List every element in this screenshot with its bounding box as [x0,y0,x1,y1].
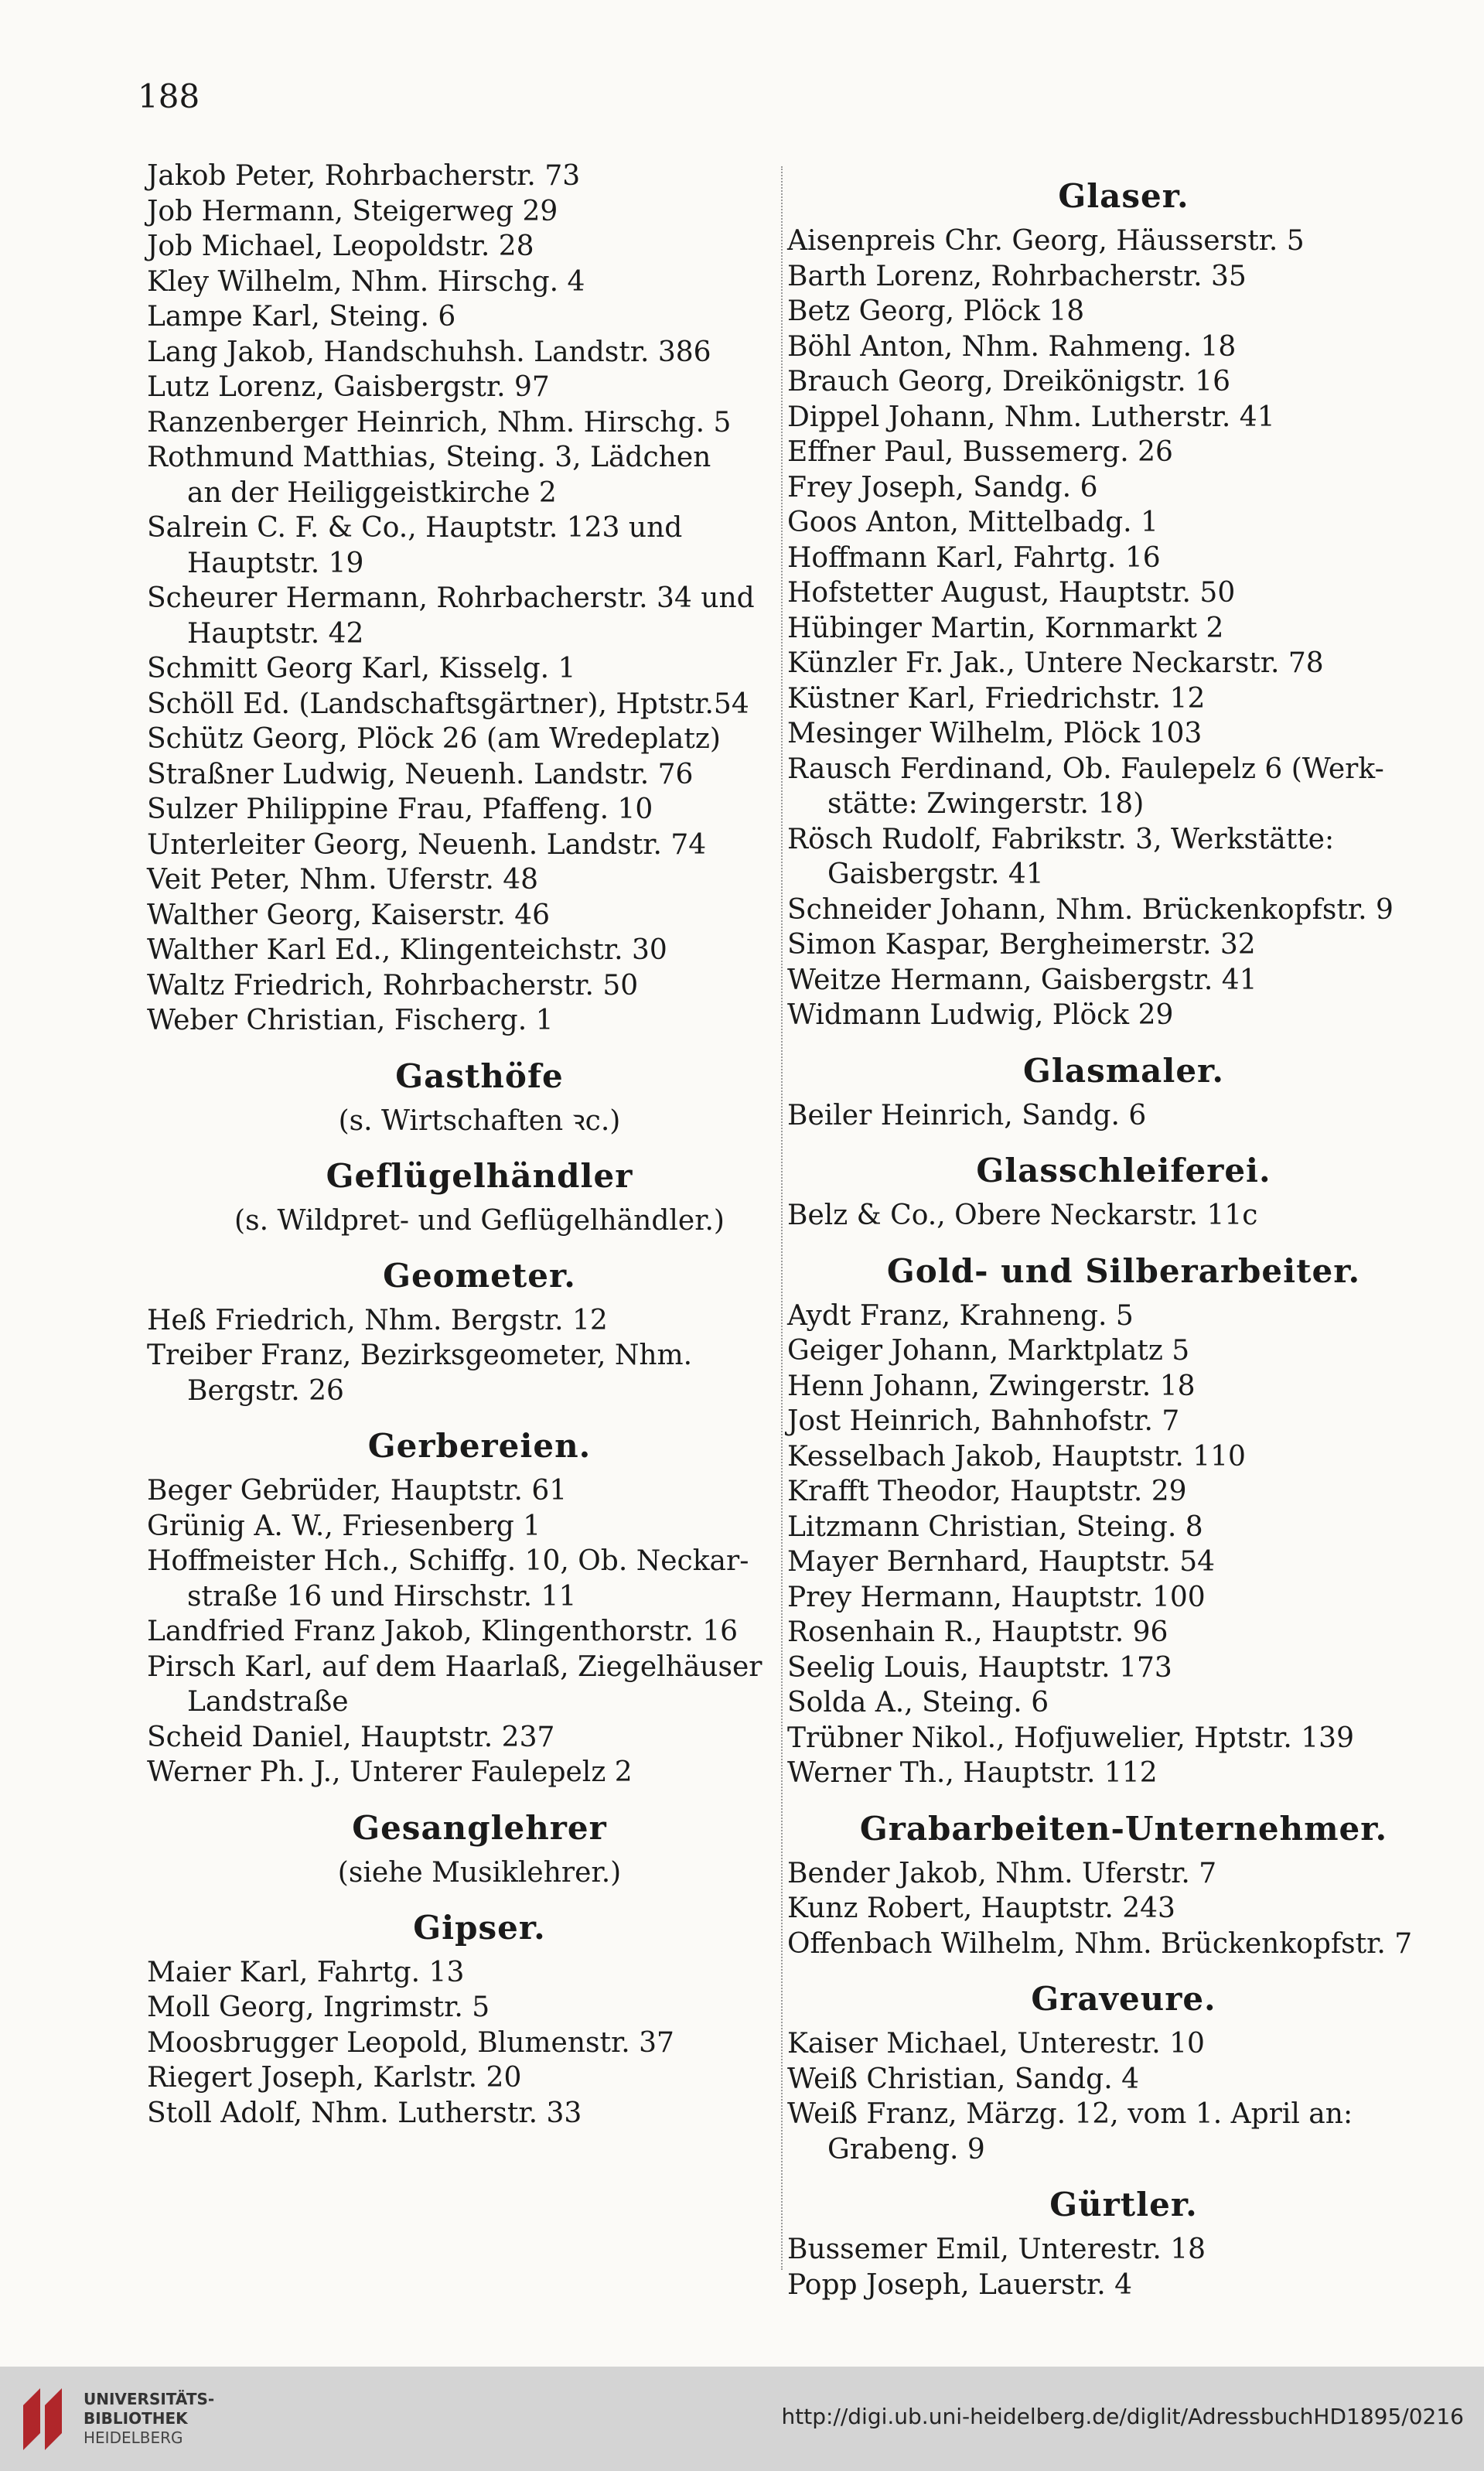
directory-entry: Bender Jakob, Nhm. Uferstr. 7 [787,1857,1217,1889]
directory-entry: Lang Jakob, Handschuhsh. Landstr. 386 [147,336,711,368]
section-heading: Geflügelhändler [326,1156,633,1195]
section-heading: Gipser. [413,1908,546,1947]
directory-entry: Jost Heinrich, Bahnhofstr. 7 [787,1405,1180,1437]
directory-entry: Belz & Co., Obere Neckarstr. 11c [787,1200,1258,1231]
section-heading: Glaser. [1058,177,1189,215]
logo-line-3: HEIDELBERG [84,2428,183,2447]
directory-entry: Lutz Lorenz, Gaisbergstr. 97 [147,371,550,403]
directory-entry: Brauch Georg, Dreikönigstr. 16 [787,366,1230,398]
directory-entry: Werner Ph. J., Unterer Faulepelz 2 [147,1756,633,1788]
directory-entry: Landfried Franz Jakob, Klingenthorstr. 16 [147,1616,739,1647]
directory-entry: Walther Karl Ed., Klingenteichstr. 30 [147,934,667,966]
directory-entry: Rothmund Matthias, Steing. 3, Lädchen [147,442,711,473]
section-heading: Glasschleiferei. [976,1152,1271,1189]
logo-line-1: UNIVERSITÄTS- [84,2390,215,2408]
section-heading: Grabarbeiten-Unternehmer. [859,1809,1388,1848]
directory-entry-continuation: Gaisbergstr. 41 [827,858,1044,890]
directory-entry: Betz Georg, Plöck 18 [787,295,1085,327]
directory-entry: Werner Th., Hauptstr. 112 [787,1757,1158,1789]
section-heading: Geometer. [383,1256,576,1295]
directory-entry: Lampe Karl, Steing. 6 [147,301,456,333]
directory-entry: Weiß Christian, Sandg. 4 [787,2063,1140,2095]
section-heading: Glasmaler. [1023,1051,1224,1090]
directory-entry: Kaiser Michael, Unterestr. 10 [787,2028,1205,2060]
cross-reference-note: (siehe Musiklehrer.) [337,1856,622,1889]
directory-entry: Frey Joseph, Sandg. 6 [787,471,1098,503]
directory-entry: Offenbach Wilhelm, Nhm. Brückenkopfstr. 7 [787,1927,1413,1960]
directory-entry-continuation: stätte: Zwingerstr. 18) [827,788,1145,820]
directory-entry: Simon Kaspar, Bergheimerstr. 32 [787,929,1256,961]
directory-entry-continuation: Hauptstr. 19 [187,547,364,579]
page-number: 188 [138,77,200,115]
directory-entry: Sulzer Philippine Frau, Pfaffeng. 10 [147,794,653,825]
source-url-link[interactable]: http://digi.ub.uni-heidelberg.de/diglit/AdressbuchHD1895/0216 [781,2404,1464,2429]
directory-entry: Krafft Theodor, Hauptstr. 29 [787,1476,1187,1507]
directory-entry: Scheurer Hermann, Rohrbacherstr. 34 und [147,582,755,614]
directory-entry: Böhl Anton, Nhm. Rahmeng. 18 [787,330,1237,363]
directory-entry: Pirsch Karl, auf dem Haarlaß, Ziegelhäuser [147,1650,762,1683]
section-heading: Gürtler. [1049,2186,1198,2224]
section-heading: Gasthöfe [395,1056,564,1095]
directory-entry: Grünig A. W., Friesenberg 1 [147,1510,541,1542]
directory-entry: Veit Peter, Nhm. Uferstr. 48 [147,864,539,896]
directory-entry: Waltz Friedrich, Rohrbacherstr. 50 [147,969,639,1002]
directory-entry: Kley Wilhelm, Nhm. Hirschg. 4 [147,265,585,298]
directory-entry: Moosbrugger Leopold, Blumenstr. 37 [147,2026,674,2059]
directory-entry: Stoll Adolf, Nhm. Lutherstr. 33 [147,2097,582,2129]
directory-entry: Widmann Ludwig, Plöck 29 [787,999,1174,1031]
directory-entry: Popp Joseph, Lauerstr. 4 [787,2268,1133,2301]
directory-entry: Job Hermann, Steigerweg 29 [147,195,558,227]
directory-entry: Salrein C. F. & Co., Hauptstr. 123 und [147,512,683,544]
directory-entry: Hoffmeister Hch., Schiffg. 10, Ob. Neckar- [147,1545,749,1577]
directory-entry-continuation: an der Heiliggeistkirche 2 [187,476,557,509]
directory-entry-continuation: Landstraße [187,1686,349,1718]
directory-entry: Kesselbach Jakob, Hauptstr. 110 [787,1440,1246,1473]
directory-entry: Weber Christian, Fischerg. 1 [147,1005,554,1036]
section-heading: Gerbereien. [367,1427,592,1465]
directory-entry: Hoffmann Karl, Fahrtg. 16 [787,541,1161,574]
directory-entry: Schmitt Georg Karl, Kisselg. 1 [147,653,576,684]
directory-entry: Treiber Franz, Bezirksgeometer, Nhm. [147,1340,693,1371]
directory-entry: Hofstetter August, Hauptstr. 50 [787,577,1236,609]
directory-entry: Dippel Johann, Nhm. Lutherstr. 41 [787,401,1275,433]
library-logo-text [84,2390,214,2448]
directory-entry: Weiß Franz, Märzg. 12, vom 1. April an: [787,2098,1353,2130]
right-column [787,159,1460,2302]
directory-entry: Geiger Johann, Marktplatz 5 [787,1335,1190,1367]
directory-entry: Ranzenberger Heinrich, Nhm. Hirschg. 5 [147,406,732,439]
directory-entry: Litzmann Christian, Steing. 8 [787,1510,1203,1543]
directory-entry: Unterleiter Georg, Neuenh. Landstr. 74 [147,828,707,861]
directory-entry: Beiler Heinrich, Sandg. 6 [787,1099,1147,1131]
library-logo-icon [17,2382,73,2453]
section-heading: Gold- und Silberarbeiter. [886,1251,1361,1290]
directory-entry: Moll Georg, Ingrimstr. 5 [147,1991,490,2023]
directory-entry: Rosenhain R., Hauptstr. 96 [787,1616,1168,1648]
directory-entry: Walther Georg, Kaiserstr. 46 [147,899,551,931]
directory-entry: Effner Paul, Bussemerg. 26 [787,436,1173,468]
directory-entry: Künzler Fr. Jak., Untere Neckarstr. 78 [787,647,1324,679]
directory-entry: Aydt Franz, Krahneng. 5 [787,1299,1134,1332]
directory-entry: Trübner Nikol., Hofjuwelier, Hptstr. 139 [787,1722,1354,1754]
directory-entry-continuation: straße 16 und Hirschstr. 11 [187,1580,577,1613]
directory-entry: Beger Gebrüder, Hauptstr. 61 [147,1475,568,1507]
directory-entry: Barth Lorenz, Rohrbacherstr. 35 [787,260,1247,292]
directory-entry: Riegert Joseph, Karlstr. 20 [147,2062,522,2094]
directory-entry-continuation: Grabeng. 9 [827,2133,985,2166]
logo-line-2: BIBLIOTHEK [84,2409,188,2428]
column-divider [781,166,783,2270]
directory-entry: Heß Friedrich, Nhm. Bergstr. 12 [147,1304,608,1336]
cross-reference-note: (s. Wirtschaften ꝛc.) [338,1104,621,1137]
directory-entry: Straßner Ludwig, Neuenh. Landstr. 76 [147,758,694,790]
directory-entry: Kunz Robert, Hauptstr. 243 [787,1892,1175,1924]
directory-entry: Prey Hermann, Hauptstr. 100 [787,1581,1206,1613]
directory-entry: Rösch Rudolf, Fabrikstr. 3, Werkstätte: [787,823,1335,855]
directory-entry-continuation: Bergstr. 26 [187,1374,344,1407]
directory-entry: Jakob Peter, Rohrbacherstr. 73 [147,160,581,192]
directory-entry: Scheid Daniel, Hauptstr. 237 [147,1721,555,1753]
directory-entry: Schöll Ed. (Landschaftsgärtner), Hptstr.54 [147,688,749,720]
directory-entry: Bussemer Emil, Unterestr. 18 [787,2234,1206,2265]
directory-entry: Seelig Louis, Hauptstr. 173 [787,1651,1172,1684]
directory-entry: Weitze Hermann, Gaisbergstr. 41 [787,964,1257,996]
directory-entry: Aisenpreis Chr. Georg, Häusserstr. 5 [787,225,1305,257]
directory-entry: Mesinger Wilhelm, Plöck 103 [787,718,1203,749]
left-column [147,159,812,2131]
directory-entry: Job Michael, Leopoldstr. 28 [147,230,534,262]
directory-entry: Schütz Georg, Plöck 26 (am Wredeplatz) [147,723,721,755]
directory-entry: Hübinger Martin, Kornmarkt 2 [787,612,1224,644]
directory-entry: Solda A., Steing. 6 [787,1687,1049,1718]
directory-entry: Henn Johann, Zwingerstr. 18 [787,1370,1196,1402]
directory-entry: Küstner Karl, Friedrichstr. 12 [787,682,1206,715]
section-heading: Graveure. [1031,1980,1216,2018]
section-heading: Gesanglehrer [352,1808,607,1847]
directory-entry: Maier Karl, Fahrtg. 13 [147,1956,465,1988]
directory-entry: Mayer Bernhard, Hauptstr. 54 [787,1546,1216,1578]
directory-entry: Rausch Ferdinand, Ob. Faulepelz 6 (Werk- [787,753,1384,785]
directory-entry: Goos Anton, Mittelbadg. 1 [787,507,1158,538]
directory-entry: Schneider Johann, Nhm. Brückenkopfstr. 9 [787,893,1394,926]
footer-bar [0,2367,1484,2471]
cross-reference-note: (s. Wildpret- und Geflügelhändler.) [234,1204,725,1237]
directory-entry-continuation: Hauptstr. 42 [187,617,364,650]
